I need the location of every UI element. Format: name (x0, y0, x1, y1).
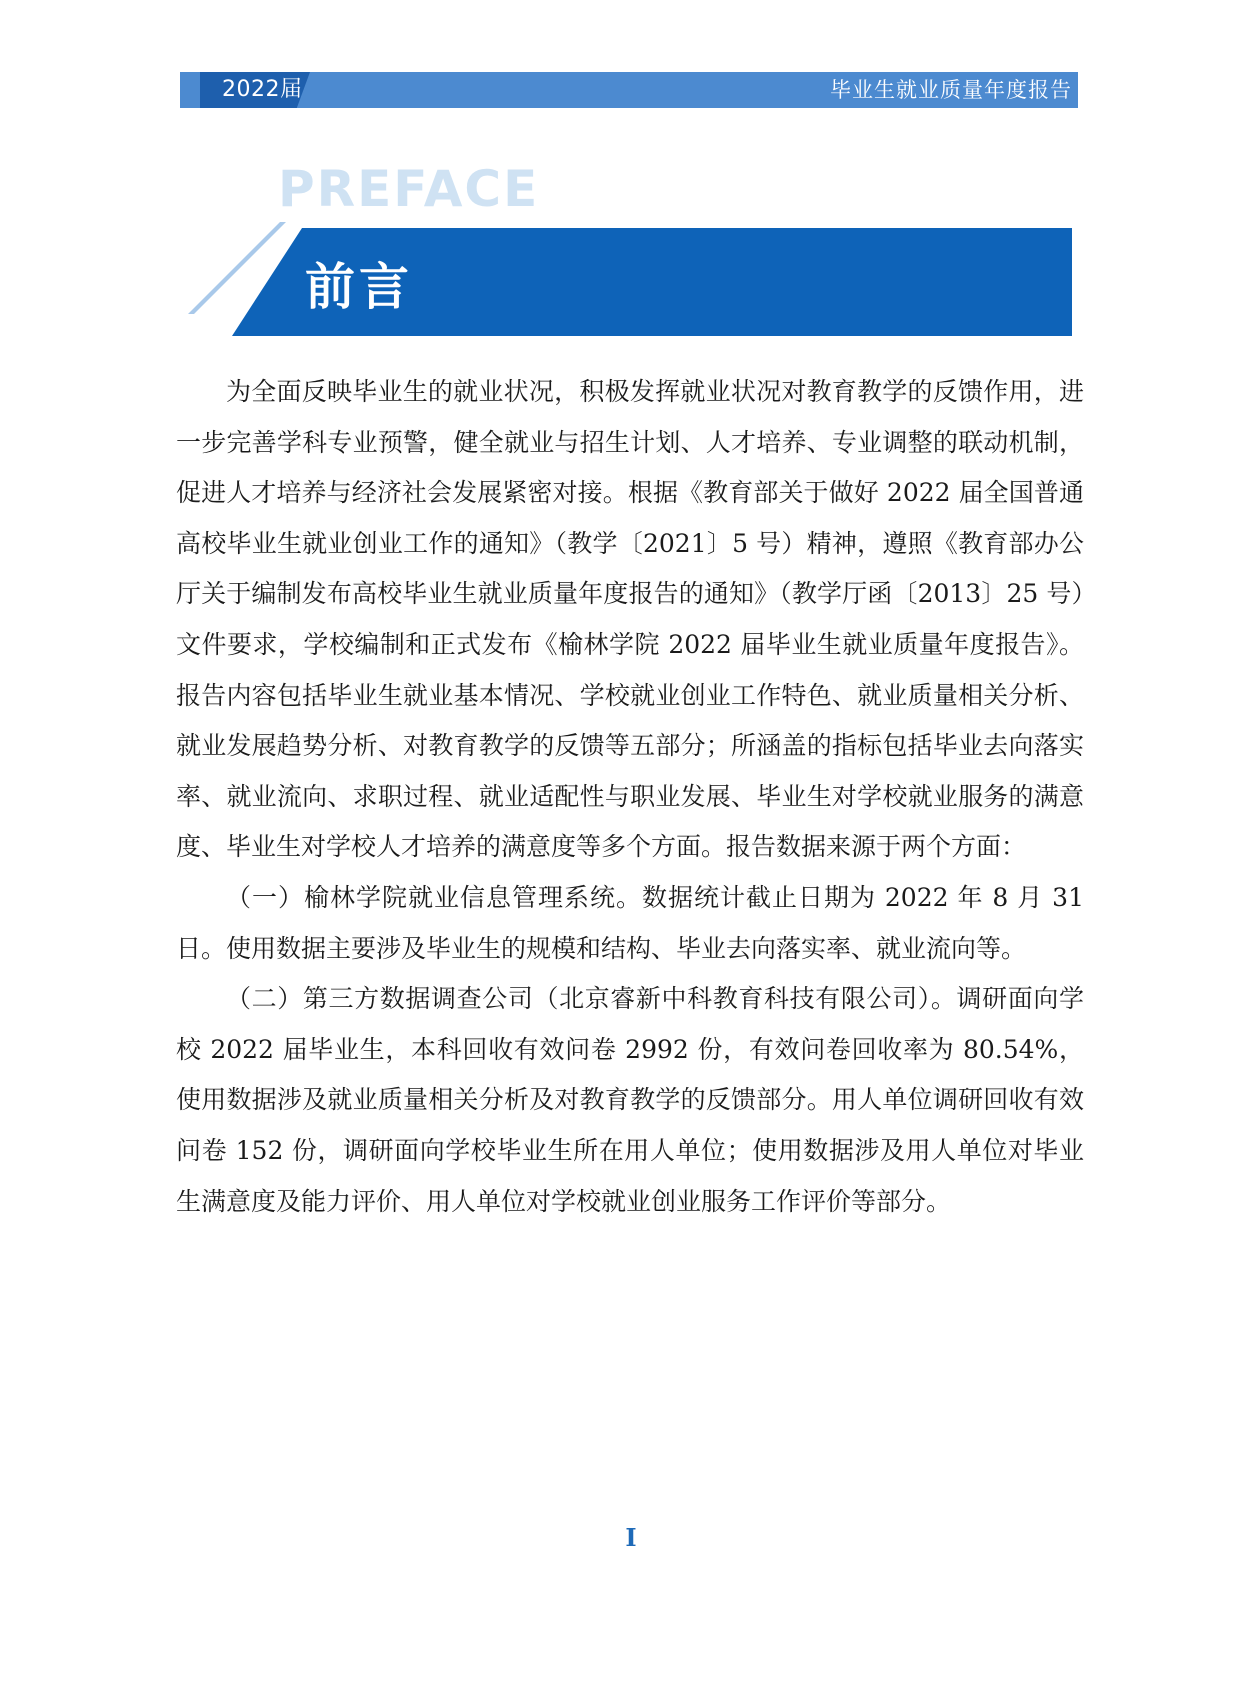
page-number: I (625, 1523, 637, 1552)
preface-body (176, 367, 1084, 1227)
paragraph-intro: 为全面反映毕业生的就业状况，积极发挥就业状况对教育教学的反馈作用，进一步完善学科专业预警，健全就业与招生计划、人才培养、专业调整的联动机制，促进人才培养与经济社会发展紧密对接。根据《教育部关于做好 2022 届全国普通高校毕业生就业创业工作的通知》（教学〔2021〕5 号）精神，遵照《教育部办公厅关于编制发布高校毕业生就业质量年度报告的通知》（教学厅函〔2013〕25 号）文件要求，学校编制和正式发布《榆林学院 2022 届毕业生就业质量年度报告》。报告内容包括毕业生就业基本情况、学校就业创业工作特色、就业质量相关分析、就业发展趋势分析、对教育教学的反馈等五部分；所涵盖的指标包括毕业去向落实率、就业流向、求职过程、就业适配性与职业发展、毕业生对学校就业服务的满意度、毕业生对学校人才培养的满意度等多个方面。报告数据来源于两个方面： (176, 377, 1084, 862)
header-report-title: 毕业生就业质量年度报告 (830, 78, 1072, 102)
header-year-label: 2022届 (222, 77, 303, 102)
section-title: 前言 (305, 258, 413, 316)
preface-english-title: PREFACE (278, 160, 540, 218)
paragraph-source-two: （二）第三方数据调查公司（北京睿新中科教育科技有限公司）。调研面向学校 2022 届毕业生，本科回收有效问卷 2992 份，有效问卷回收率为 80.54%，使用数据涉及就业质量相关分析及对教育教学的反馈部分。用人单位调研回收有效问卷 152 份，调研面向学校毕业生所在用人单位；使用数据涉及用人单位对毕业生满意度及能力评价、用人单位对学校就业创业服务工作评价等部分。 (176, 984, 1084, 1216)
paragraph-source-one: （一）榆林学院就业信息管理系统。数据统计截止日期为 2022 年 8 月 31 日。使用数据主要涉及毕业生的规模和结构、毕业去向落实率、就业流向等。 (176, 882, 1084, 963)
